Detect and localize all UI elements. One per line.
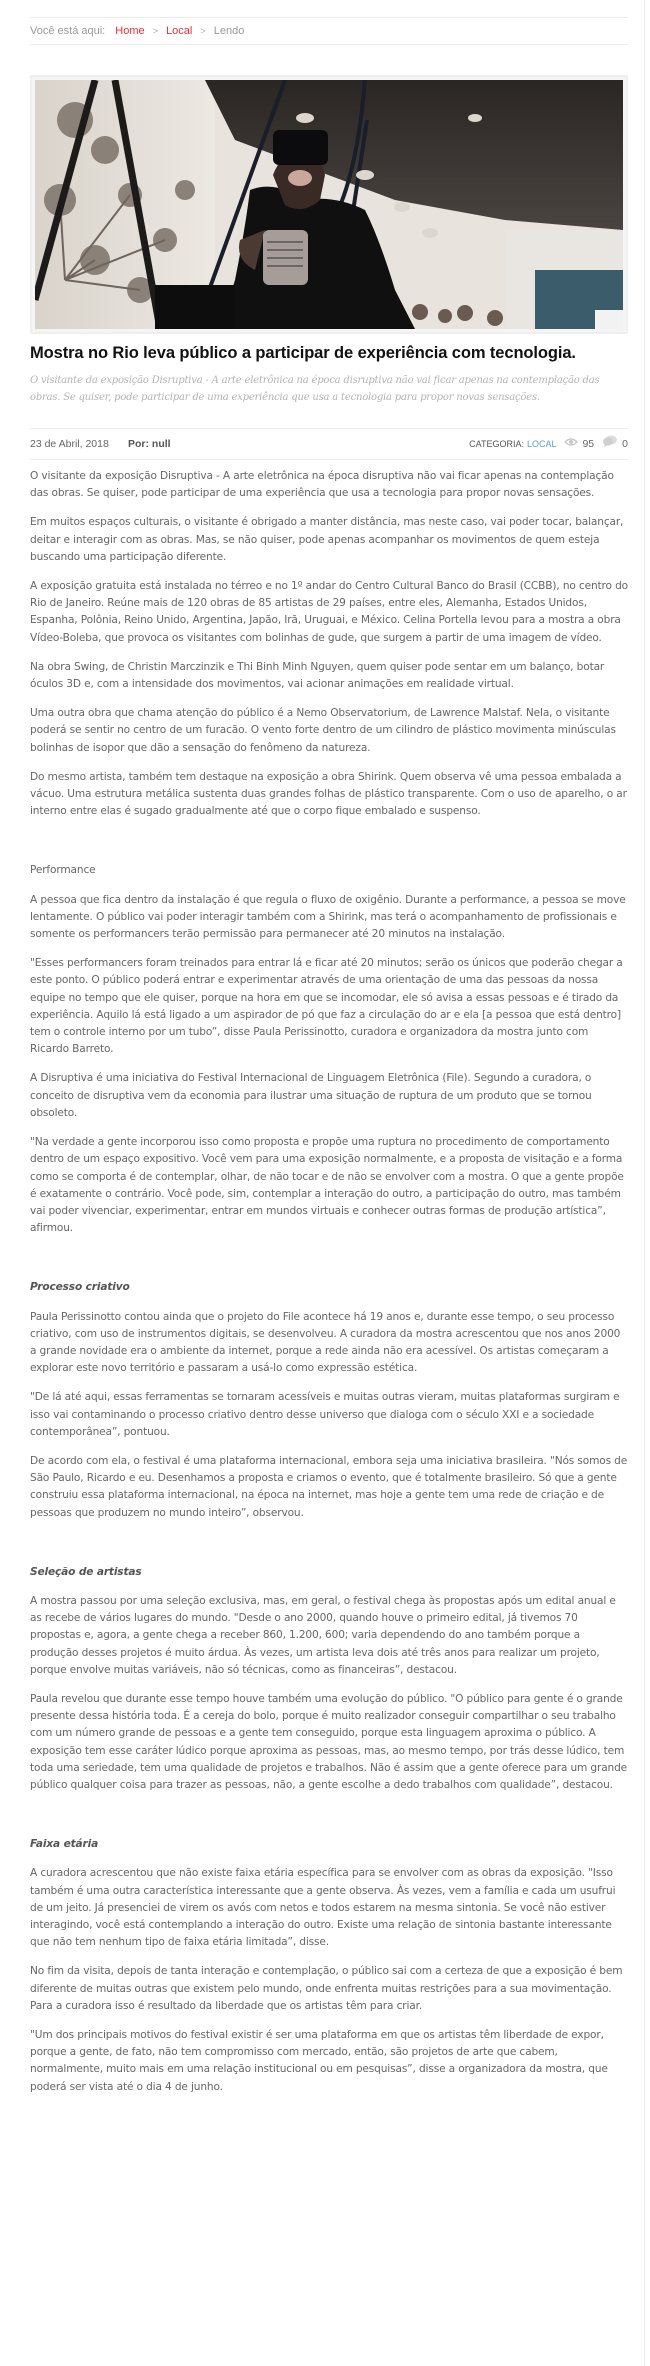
section-heading-faixa-etaria: Faixa etária xyxy=(30,1838,99,1851)
breadcrumb-label: Você está aqui: xyxy=(30,25,106,37)
article-paragraph: No fim da visita, depois de tanta interação e contemplação, o público sai com a certeza de que a exposição é bem diferente de muitas outras que existem pelo mundo, onde enfrenta muitas restrições para a sua movimentação. Para a curadora isso é resultado da liberdade que os artistas têm para criar. xyxy=(30,1965,623,2012)
article-paragraph: Do mesmo artista, também tem destaque na exposição a obra Shirink. Quem observa vê uma pessoa embalada a vácuo. Uma estrutura metálica sustenta duas grandes folhas de plástico transparente. Com o uso de aparelho, o ar interno entre elas é sugado gradualmente até que o corpo fique embalado e suspenso. xyxy=(30,770,627,818)
breadcrumb xyxy=(30,17,628,45)
comment-bubble-icon[interactable] xyxy=(602,429,618,459)
article-paragraph: Em muitos espaços culturais, o visitante é obrigado a manter distância, mas neste caso, vai poder tocar, balançar, deitar e interagir com as obras. Mas, se não quiser, pode apenas acompanhar os movimentos de quem esteja buscando uma participação diferente. xyxy=(30,516,624,563)
article-paragraph: Paula revelou que durante esse tempo houve também uma evolução do público. "O público para gente é o grande presente dessa história toda. É a cereja do bolo, porque é muito realizador conseguir compartilhar o seu trabalho com um número grande de pessoas e a gente tem conseguido, porque esta linguagem aproxima o público. A exposição tem esse caráter lúdico porque aproxima as pessoas, mas, ao mesmo tempo, por trás desse lúdico, tem toda uma seriedade, tem uma qualidade de projetos e trabalhos. Não é assim que a gente oferece para um grande público qualquer coisa para trazer as pessoas, não, a gente escolhe a dedo trabalhos com qualidade”, destacou. xyxy=(30,1692,628,1791)
comment-count[interactable]: 0 xyxy=(622,438,628,450)
section-heading-performance: Performance xyxy=(30,864,96,877)
sidebar-divider xyxy=(644,0,645,2366)
article-title: Mostra no Rio leva público a participar de experiência com tecnologia. xyxy=(30,344,576,362)
featured-image-frame xyxy=(30,75,628,334)
article-paragraph: Uma outra obra que chama atenção do público é a Nemo Observatorium, de Lawrence Malstaf. Nela, o visitante poderá se sentir no centro de um furacão. O vento forte dentro de um cilindro de plástico movimenta minúsculas bolinhas de isopor que dão a sensação do fenômeno da natureza. xyxy=(30,707,616,754)
featured-image xyxy=(35,80,623,329)
featured-photo-illustration xyxy=(35,80,623,329)
breadcrumb-home-link[interactable]: Home xyxy=(115,25,145,37)
author-byline: Por: null xyxy=(128,438,171,450)
article-paragraph: A mostra passou por uma seleção exclusiva, mas, em geral, o festival chega às propostas após um edital anual e as recebe de vários lugares do mundo. "Desde o ano 2000, quando houve o primeiro edital, já tivemos 70 propostas e, agora, a gente chega a receber 860, 1.200, 600; varia dependendo do ano também porque a produção desses projetos é muito árdua. Às vezes, um artista leva dois até três anos para realizar um projeto, porque envolve muitas variáveis, não só técnicas, como as financeiras”, destacou. xyxy=(30,1594,616,1676)
article-paragraph: "Esses performancers foram treinados para entrar lá e ficar até 20 minutos; serão os únicos que poderão chegar a este ponto. O público poderá entrar e experimentar através de uma orientação de uma das pessoas da nossa equipe no tempo que ele quiser, porque na hora em que se incomodar, ele só avisa a essas pessoas e é tirado da experiência. Aquilo lá está ligado a um aspirador de pó que faz a circulação do ar e ela [a pessoa que está dentro] tem o controle interno por um tubo”, disse Paula Perissinotto, curadora e organizadora da mostra junto com Ricardo Barreto. xyxy=(30,957,623,1056)
category-link[interactable]: LOCAL xyxy=(526,439,557,449)
article-stats xyxy=(469,429,628,459)
publish-date: 23 de Abril, 2018 xyxy=(30,438,109,450)
article-paragraph: Paula Perissinotto contou ainda que o projeto do File acontece há 19 anos e, durante esse tempo, o seu processo criativo, com uso de instrumentos digitais, se desenvolveu. A curadora da mostra acrescentou que nos anos 2000 a grande novidade era o ambiente da internet, porque a rede ainda não era acessível. Os artistas começaram a explorar este novo território e passaram a usá-lo como expressão estética. xyxy=(30,1310,621,1375)
article-paragraph: De acordo com ela, o festival é uma plataforma internacional, embora seja uma iniciativa brasileira. "Nós somos de São Paulo, Ricardo e eu. Desenhamos a proposta e criamos o evento, que é totalmente brasileiro. Só que a gente construiu essa plataforma internacional, na época na internet, mas hoje a gente tem uma rede de criação e de pessoas que produzem no mundo inteiro”, observou. xyxy=(30,1454,628,1519)
section-heading-selecao-artistas: Seleção de artistas xyxy=(30,1565,142,1578)
breadcrumb-local-link[interactable]: Local xyxy=(166,25,193,37)
article-paragraph: "Um dos principais motivos do festival existir é ser uma plataforma em que os artistas têm liberdade de expor, porque a gente, de fato, não tem compromisso com mercado, então, são projetos de arte que cabem, normalmente, muito mais em uma relação institucional ou em pesquisas”, disse a organizadora da mostra, que poderá ser vista até o dia 4 de junho. xyxy=(30,2029,608,2093)
article-paragraph: O visitante da exposição Disruptiva - A arte eletrônica na época disruptiva não vai ficar apenas na contemplação das obras. Se quiser, pode participar de uma experiência que usa a tecnologia para propor novas sensações. xyxy=(30,470,614,500)
breadcrumb-current: Lendo xyxy=(213,25,245,37)
article-paragraph: A curadora acrescentou que não existe faixa etária específica para se envolver com as obras da exposição. "Isso também é uma outra característica interessante que a gente observa. Às vezes, vem a família e cada um usufrui de um jeito. Já presenciei de virem os avós com netos e todos estarem na mesma sintonia. Se você não estiver interagindo, você está contemplando a interação do outro. Existe uma relação de sintonia bastante interessante que não tem nenhum tipo de faixa etária limitada”, disse. xyxy=(30,1867,616,1949)
breadcrumb-separator: > xyxy=(152,26,158,36)
article-paragraph: "Na verdade a gente incorporou isso como proposta e propõe uma ruptura no procedimento de comportamento dentro de um espaço expositivo. Você vem para uma exposição normalmente, e a proposta de visitação e a forma como se comporta é de contemplar, olhar, de não tocar e de não se envolver com a mostra. O que a gente propõe é exatamente o contrário. Você pode, sim, contemplar a interação do outro, a participação do outro, mas também vai poder vivenciar, experimentar, entrar em mundos virtuais e conhecer outras formas de produção artística”, afirmou. xyxy=(30,1136,624,1235)
article-paragraph: Na obra Swing, de Christin Marczinzik e Thi Binh Minh Nguyen, quem quiser pode sentar em um balanço, botar óculos 3D e, com a intensidade dos movimentos, vai acionar animações em realidade virtual. xyxy=(30,660,605,691)
article-paragraph: A pessoa que fica dentro da instalação é que regula o fluxo de oxigênio. Durante a performance, a pessoa se move lentamente. O público vai poder interagir também com a Shirink, mas terá o acompanhamento de profissionais e somente os performancers terão permissão para permanecer até 20 minutos na instalação. xyxy=(30,893,626,941)
category-label: CATEGORIA: xyxy=(469,439,524,449)
article-subtitle: O visitante da exposição Disruptiva - A arte eletrônica na época disruptiva não vai ficar apenas na contemplação das obras. Se quiser, pode participar de uma experiência que usa a tecnologia para propor novas sensações. xyxy=(30,375,600,403)
article-paragraph: A Disruptiva é uma iniciativa do Festival Internacional de Linguagem Eletrônica (File). Segundo a curadora, o conceito de disruptiva vem da economia para ilustrar uma situação de ruptura de um produto que se tornou obsoleto. xyxy=(30,1072,592,1119)
eye-icon xyxy=(564,429,578,459)
article-meta-bar xyxy=(30,428,628,460)
article-paragraph: "De lá até aqui, essas ferramentas se tornaram acessíveis e muitas outras vieram, muitas plataformas surgiram e isso vai contaminando o processo criativo dentro desse universo que dialoga com o século XXI e a sociedade contemporânea”, pontuou. xyxy=(30,1391,620,1438)
view-count: 95 xyxy=(582,438,595,450)
section-heading-processo-criativo: Processo criativo xyxy=(30,1281,130,1294)
article-paragraph: A exposição gratuita está instalada no térreo e no 1º andar do Centro Cultural Banco do Brasil (CCBB), no centro do Rio de Janeiro. Reúne mais de 120 obras de 85 artistas de 29 países, entre eles, Alemanha, Estados Unidos, Espanha, Polônia, Reino Unido, Argentina, Japão, Irã, Uruguai, e México. Celina Portella levou para a mostra a obra Vídeo-Boleba, que provoca os visitantes com bolinhas de gude, que surgem a partir de uma imagem de vídeo. xyxy=(30,580,628,644)
article-body xyxy=(30,468,628,2108)
breadcrumb-separator: > xyxy=(200,26,206,36)
